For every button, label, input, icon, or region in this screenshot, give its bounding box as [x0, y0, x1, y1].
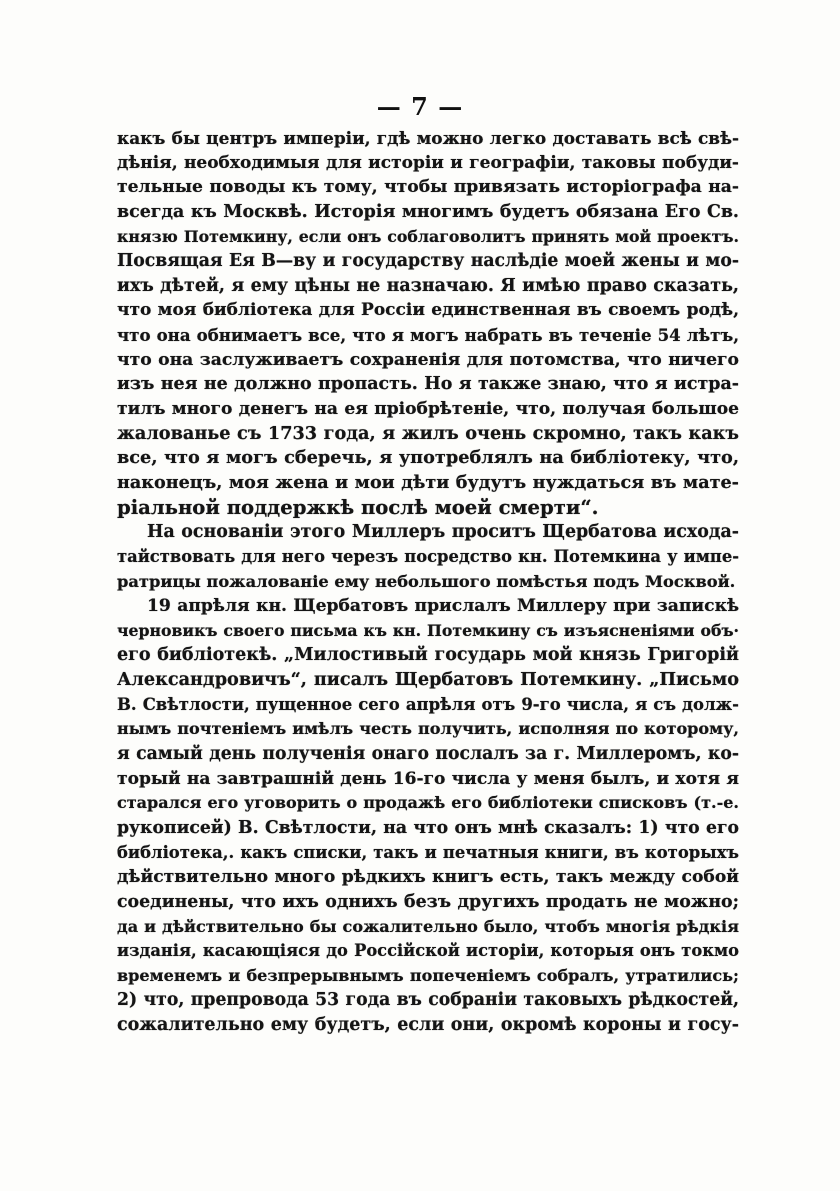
text-line: библіотека,. какъ списки, такъ и печатныя книги, въ которыхъ — [117, 842, 739, 862]
text-line: изданія, касающіяся до Россійской исторіи, которыя онъ токмо — [117, 941, 739, 961]
text-line: всегда къ Москвѣ. Исторія многимъ будетъ обязана Его Св. — [117, 201, 739, 222]
text-line: все, что я могъ сберечь, я употреблялъ на библіотеку, что, — [117, 447, 739, 469]
text-line: князю Потемкину, если онъ соблаговолитъ принять мой проектъ. — [117, 226, 739, 246]
text-line: ихъ дѣтей, я ему цѣны не назначаю. Я имѣю право сказать, — [117, 275, 739, 296]
text-line: старался его уговорить о продажѣ его библіотеки списковъ (т.-е. — [117, 793, 739, 813]
text-line: тельные поводы къ тому, чтобы привязать исторіографа на- — [117, 177, 739, 198]
text-line: черновикъ своего письма къ кн. Потемкину съ изъясненіями объ· — [117, 620, 739, 640]
text-line: На основаніи этого Миллеръ проситъ Щербатова исхода- — [147, 522, 739, 543]
text-line: временемъ и безпрерывнымъ попеченіемъ собралъ, утратились; — [117, 965, 739, 985]
text-line: что моя библіотека для Россіи единственная въ своемъ родѣ, — [117, 300, 739, 321]
text-line: дѣйствительно много рѣдкихъ книгъ есть, такъ между собой — [117, 867, 739, 888]
text-line: жалованье съ 1733 года, я жилъ очень скромно, такъ какъ — [117, 422, 739, 444]
text-line: изъ нея не должно пропасть. Но я также знаю, что я истра- — [117, 374, 739, 395]
text-line: нымъ почтеніемъ имѣлъ честь получить, исполняя по которому, — [117, 719, 739, 739]
text-line: Александровичъ“, писалъ Щербатовъ Потемкину. „Письмо — [117, 669, 739, 691]
text-line: 19 апрѣля кн. Щербатовъ прислалъ Миллеру при запискѣ — [147, 596, 739, 617]
text-line: дѣнія, необходимыя для исторіи и географіи, таковы побуди- — [117, 152, 739, 173]
page-number: — 7 — — [376, 92, 464, 121]
text-line: 2) что, препровода 53 года въ собраніи таковыхъ рѣдкостей, — [117, 990, 739, 1011]
text-line: Посвящая Ея В—ву и государству наслѣдіе моей жены и мо- — [117, 251, 739, 272]
text-line: ратрицы пожалованіе ему небольшого помѣстья подъ Москвой. — [117, 571, 736, 591]
text-line: что она обнимаетъ все, что я могъ набрать въ теченіе 54 лѣтъ, — [117, 325, 739, 346]
text-line: что она заслуживаетъ сохраненія для потомства, что ничего — [117, 349, 739, 370]
text-line: торый на завтрашній день 16-го числа у меня былъ, и хотя я — [117, 768, 739, 789]
text-line: тайствовать для него черезъ посредство кн. Потемкина у импе- — [117, 546, 739, 566]
text-line: да и дѣйствительно бы сожалительно было, чтобъ многія рѣдкія — [117, 916, 739, 936]
text-line: я самый день полученія онаго послалъ за г. Миллеромъ, ко- — [117, 744, 739, 765]
text-line: его библіотекѣ. „Милостивый государь мой князь Григорій — [117, 645, 739, 666]
body-text — [117, 126, 739, 1038]
text-line: сожалительно ему будетъ, если они, окромѣ короны и госу- — [117, 1015, 739, 1036]
text-line: какъ бы центръ имперіи, гдѣ можно легко доставать всѣ свѣ- — [117, 128, 739, 148]
text-line: В. Свѣтлости, пущенное сего апрѣля отъ 9-го числа, я съ долж- — [117, 694, 739, 714]
text-line: наконецъ, моя жена и мои дѣти будутъ нуждаться въ мате- — [117, 471, 739, 493]
text-line: рукописей) В. Свѣтлости, на что онъ мнѣ сказалъ: 1) что его — [117, 817, 739, 838]
text-line: соединены, что ихъ однихъ безъ другихъ продать не можно; — [117, 891, 739, 912]
text-line: тилъ много денегъ на ея пріобрѣтеніе, что, получая большое — [117, 399, 739, 420]
text-line: ріальной поддержкѣ послѣ моей смерти“. — [117, 495, 599, 519]
